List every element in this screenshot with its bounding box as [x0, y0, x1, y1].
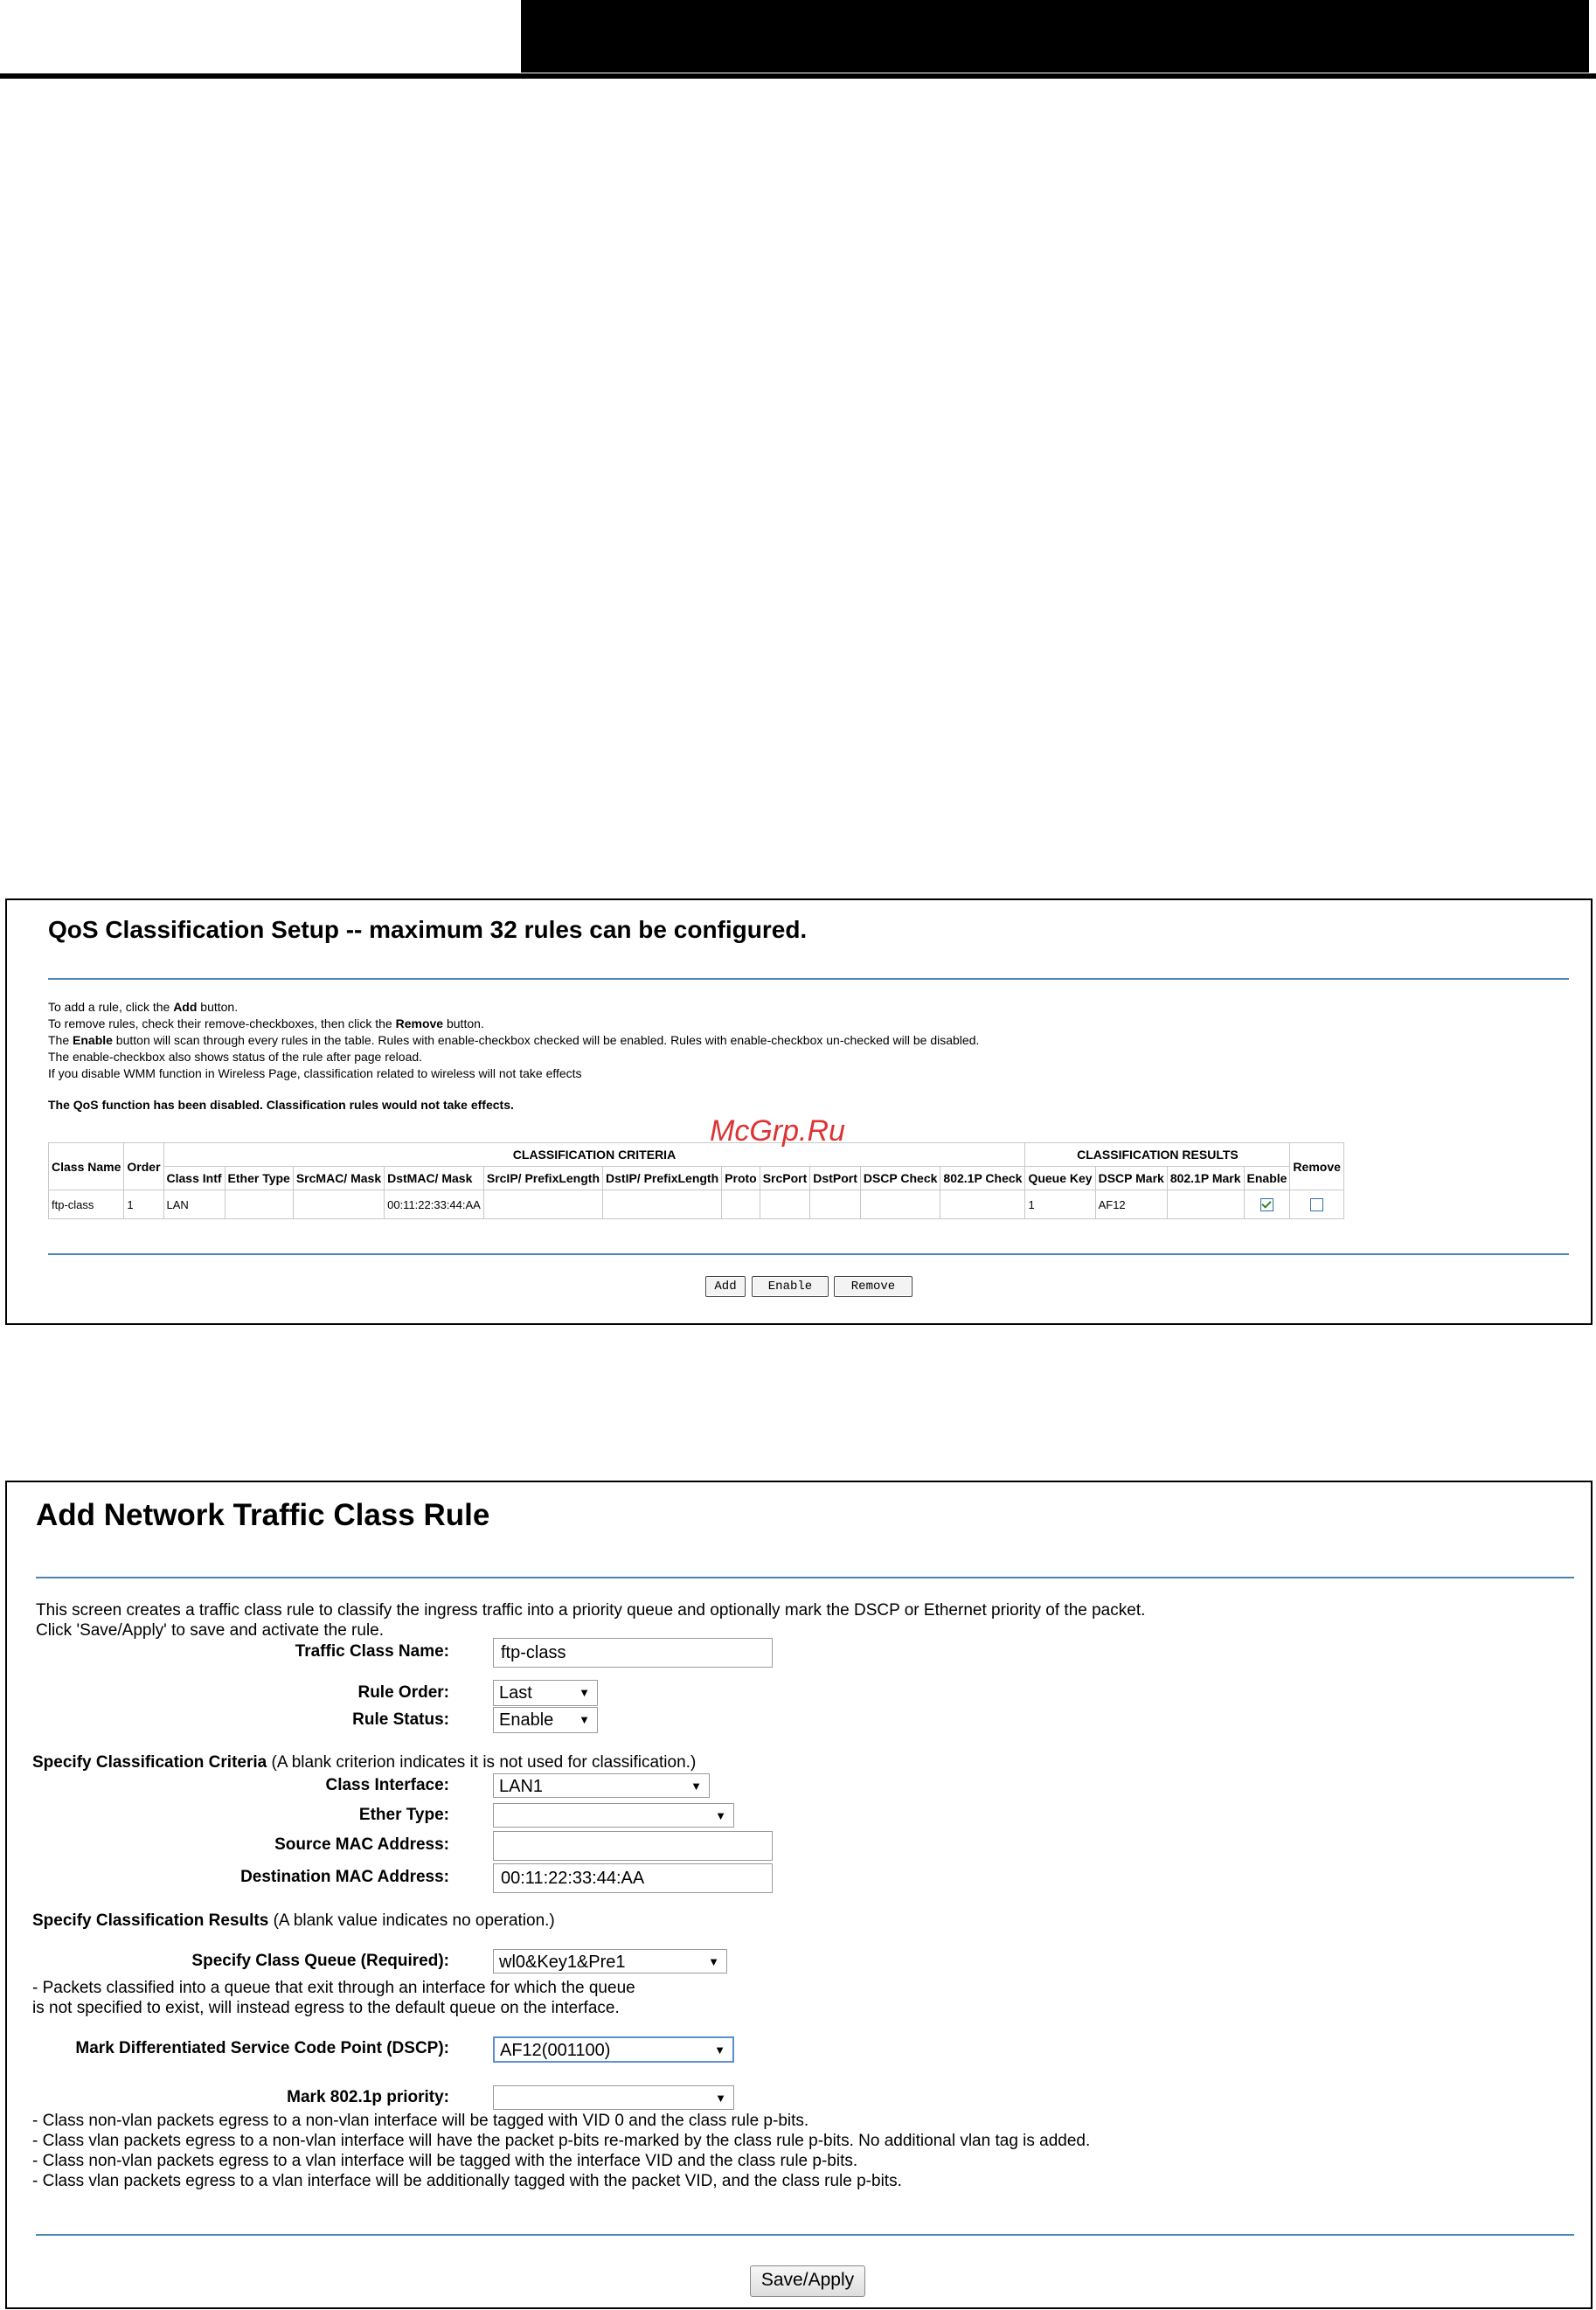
- col-dscp-check: DSCP Check: [860, 1167, 940, 1190]
- divider: [48, 978, 1569, 980]
- remove-button[interactable]: Remove: [834, 1276, 912, 1297]
- destination-mac-input[interactable]: 00:11:22:33:44:AA: [493, 1863, 773, 1893]
- col-dst-port: DstPort: [810, 1167, 861, 1190]
- col-8021p-mark: 802.1P Mark: [1167, 1167, 1244, 1190]
- table-cell: [483, 1190, 602, 1219]
- qos-disabled-warning: The QoS function has been disabled. Classification rules would not take effects.: [48, 1098, 514, 1112]
- criteria-group-header: CLASSIFICATION CRITERIA: [163, 1143, 1025, 1167]
- ether-type-label: Ether Type:: [358, 1806, 449, 1824]
- intro-line: This screen creates a traffic class rule to classify the ingress traffic into a priority queue and optionally mark the DSCP or Ethernet priority of the packet.: [36, 1601, 1146, 1620]
- table-cell: [810, 1190, 861, 1219]
- col-order: Order: [124, 1143, 163, 1190]
- table-cell: [1167, 1190, 1244, 1219]
- remove-cell: [1290, 1190, 1343, 1219]
- table-cell: [860, 1190, 940, 1219]
- table-cell: 1: [1025, 1190, 1095, 1219]
- help-line: To add a rule, click the Add button.: [48, 1000, 239, 1014]
- source-mac-label: Source MAC Address:: [274, 1835, 449, 1854]
- traffic-class-name-input[interactable]: ftp-class: [493, 1638, 773, 1668]
- chevron-down-icon: ▼: [690, 1779, 702, 1793]
- rule-status-select[interactable]: Enable ▼: [493, 1707, 598, 1733]
- rule-status-label: Rule Status:: [352, 1710, 449, 1729]
- ether-type-select[interactable]: [493, 1803, 734, 1828]
- class-queue-select[interactable]: wl0&Key1&Pre1 ▼: [493, 1949, 727, 1974]
- classification-table: [48, 1142, 1344, 1219]
- class-queue-label: Specify Class Queue (Required):: [191, 1952, 449, 1970]
- col-remove: Remove: [1290, 1143, 1343, 1190]
- help-text: [48, 999, 979, 1082]
- dscp-select[interactable]: AF12(001100) ▼: [493, 2036, 734, 2063]
- table-cell: [293, 1190, 384, 1219]
- table-cell: [603, 1190, 722, 1219]
- save-apply-button[interactable]: Save/Apply: [750, 2265, 865, 2297]
- chevron-down-icon: ▼: [708, 1955, 719, 1968]
- watermark: McGrp.Ru: [710, 1114, 845, 1148]
- header-bar: [521, 0, 1589, 73]
- page-title: Add Network Traffic Class Rule: [36, 1498, 490, 1532]
- priority-8021p-select[interactable]: [493, 2085, 734, 2110]
- table-cell: [722, 1190, 760, 1219]
- table-cell: 00:11:22:33:44:AA: [385, 1190, 484, 1219]
- results-heading: Specify Classification Results (A blank value indicates no operation.): [32, 1911, 555, 1930]
- header-rule: [0, 73, 1596, 79]
- intro-line: Click 'Save/Apply' to save and activate the rule.: [36, 1621, 385, 1640]
- table-cell: [760, 1190, 810, 1219]
- table-cell: [940, 1190, 1025, 1219]
- enable-button[interactable]: Enable: [752, 1276, 829, 1297]
- enable-cell: [1244, 1190, 1290, 1219]
- vlan-note-line: - Class non-vlan packets egress to a non-vlan interface will be tagged with VID 0 and the class rule p-bits.: [32, 2112, 809, 2130]
- queue-note-line: is not specified to exist, will instead egress to the default queue on the interface.: [32, 1999, 620, 2017]
- qos-classification-screenshot: [5, 898, 1593, 1325]
- destination-mac-label: Destination MAC Address:: [240, 1868, 449, 1886]
- divider: [36, 1577, 1574, 1578]
- table-cell: ftp-class: [49, 1190, 124, 1219]
- col-src-mac: SrcMAC/ Mask: [293, 1167, 384, 1190]
- table-cell: 1: [124, 1190, 163, 1219]
- col-dst-ip: DstIP/ PrefixLength: [603, 1167, 722, 1190]
- enable-checkbox[interactable]: [1260, 1198, 1273, 1211]
- chevron-down-icon: ▼: [715, 1809, 726, 1822]
- traffic-class-name-label: Traffic Class Name:: [295, 1642, 449, 1661]
- col-dscp-mark: DSCP Mark: [1095, 1167, 1167, 1190]
- help-line: The enable-checkbox also shows status of the rule after page reload.: [48, 1050, 423, 1064]
- col-enable: Enable: [1244, 1167, 1290, 1190]
- divider: [36, 2234, 1574, 2236]
- source-mac-input[interactable]: [493, 1831, 773, 1861]
- results-group-header: CLASSIFICATION RESULTS: [1025, 1143, 1290, 1167]
- table-cell: [225, 1190, 293, 1219]
- add-traffic-class-rule-screenshot: [5, 1481, 1593, 2309]
- help-line: The Enable button will scan through every rules in the table. Rules with enable-checkbox checked will be enabled. Rules with enable-checkbox un-checked will be disabled.: [48, 1033, 980, 1047]
- vlan-note-line: - Class vlan packets egress to a non-vlan interface will have the packet p-bits re-marked by the class rule p-bits. No additional vlan tag is added.: [32, 2132, 1091, 2150]
- remove-checkbox[interactable]: [1310, 1198, 1323, 1211]
- col-queue-key: Queue Key: [1025, 1167, 1095, 1190]
- dscp-label: Mark Differentiated Service Code Point (DSCP):: [75, 2039, 449, 2057]
- table-row: [49, 1190, 1344, 1219]
- help-line: To remove rules, check their remove-checkboxes, then click the Remove button.: [48, 1016, 484, 1030]
- queue-note-line: - Packets classified into a queue that exit through an interface for which the queue: [32, 1979, 635, 1997]
- vlan-note-line: - Class non-vlan packets egress to a vlan interface will be tagged with the interface VID and the class rule p-bits.: [32, 2152, 858, 2170]
- criteria-heading: Specify Classification Criteria (A blank criterion indicates it is not used for classification.): [32, 1753, 697, 1772]
- chevron-down-icon: ▼: [714, 2043, 725, 2057]
- help-line: If you disable WMM function in Wireless Page, classification related to wireless will not take effects: [48, 1066, 582, 1080]
- chevron-down-icon: ▼: [579, 1713, 590, 1726]
- col-src-ip: SrcIP/ PrefixLength: [483, 1167, 602, 1190]
- rule-order-select[interactable]: Last ▼: [493, 1680, 598, 1706]
- priority-8021p-label: Mark 802.1p priority:: [287, 2088, 449, 2106]
- table-cell: AF12: [1095, 1190, 1167, 1219]
- col-proto: Proto: [722, 1167, 760, 1190]
- divider: [48, 1253, 1569, 1255]
- vlan-note-line: - Class vlan packets egress to a vlan interface will be additionally tagged with the packet VID, and the class rule p-bits.: [32, 2172, 902, 2190]
- class-interface-select[interactable]: LAN1 ▼: [493, 1773, 710, 1798]
- col-8021p-check: 802.1P Check: [940, 1167, 1025, 1190]
- col-class-intf: Class Intf: [163, 1167, 225, 1190]
- page-title: QoS Classification Setup -- maximum 32 rules can be configured.: [48, 916, 808, 943]
- col-src-port: SrcPort: [760, 1167, 810, 1190]
- chevron-down-icon: ▼: [579, 1686, 590, 1699]
- add-button[interactable]: Add: [705, 1276, 746, 1297]
- col-class-name: Class Name: [49, 1143, 124, 1190]
- col-dst-mac: DstMAC/ Mask: [385, 1167, 484, 1190]
- chevron-down-icon: ▼: [715, 2091, 726, 2105]
- rule-order-label: Rule Order:: [357, 1683, 449, 1702]
- col-ether-type: Ether Type: [225, 1167, 293, 1190]
- class-interface-label: Class Interface:: [325, 1776, 449, 1794]
- table-cell: LAN: [163, 1190, 225, 1219]
